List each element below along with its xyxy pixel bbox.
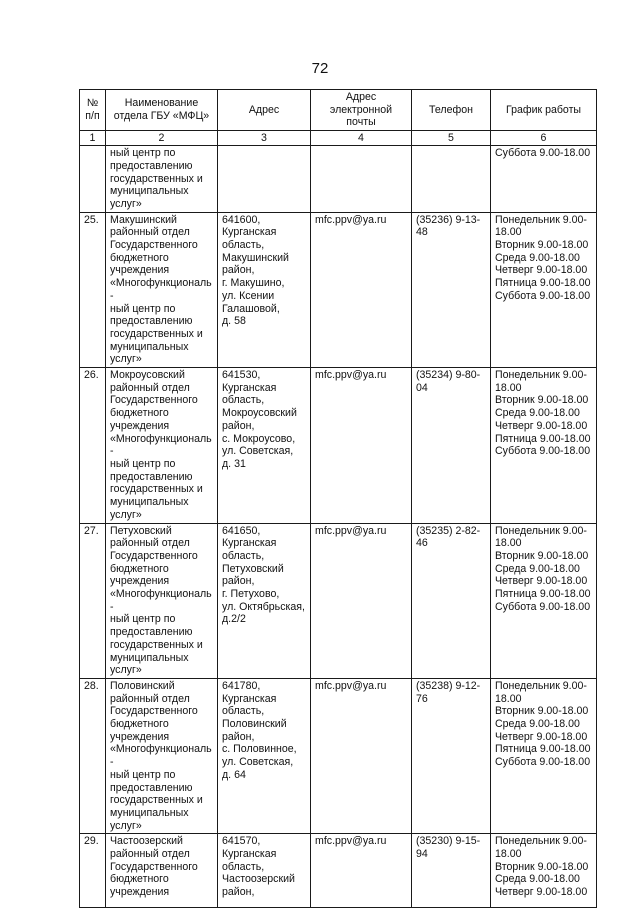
office-schedule: Понедельник 9.00- 18.00 Вторник 9.00-18.00 Среда 9.00-18.00 Четверг 9.00-18.00 — [491, 834, 597, 908]
office-name: Частоозерский районный отдел Государственного бюджетного учреждения — [106, 834, 218, 908]
header-row — [80, 90, 597, 131]
office-email: mfc.ppv@ya.ru — [311, 368, 412, 523]
page-number: 72 — [311, 60, 329, 77]
office-schedule: Понедельник 9.00- 18.00 Вторник 9.00-18.00 Среда 9.00-18.00 Четверг 9.00-18.00 Пятница 9.00-18.00 Суббота 9.00-18.00 — [491, 678, 597, 833]
office-phone: (35235) 2-82- 46 — [412, 523, 491, 678]
office-name: Половинский районный отдел Государственного бюджетного учреждения «Многофункциональ- ный центр по предоставлению государственных и муниципальных услуг» — [106, 678, 218, 833]
column-header: Наименование отдела ГБУ «МФЦ» — [106, 90, 218, 131]
office-email: mfc.ppv@ya.ru — [311, 678, 412, 833]
column-index: 6 — [491, 131, 597, 146]
office-address: 641530, Курганская область, Мокроусовский район, с. Мокроусово, ул. Советская, д. 31 — [218, 368, 311, 523]
office-schedule: Понедельник 9.00- 18.00 Вторник 9.00-18.00 Среда 9.00-18.00 Четверг 9.00-18.00 Пятница 9.00-18.00 Суббота 9.00-18.00 — [491, 523, 597, 678]
column-index: 5 — [412, 131, 491, 146]
table-row — [80, 678, 597, 833]
office-address: 641650, Курганская область, Петуховский район, г. Петухово, ул. Октябрьская, д.2/2 — [218, 523, 311, 678]
office-address: 641600, Курганская область, Макушинский район, г. Макушино, ул. Ксении Галашовой, д. 58 — [218, 212, 311, 367]
office-schedule: Суббота 9.00-18.00 — [491, 146, 597, 213]
office-schedule: Понедельник 9.00- 18.00 Вторник 9.00-18.00 Среда 9.00-18.00 Четверг 9.00-18.00 Пятница 9.00-18.00 Суббота 9.00-18.00 — [491, 212, 597, 367]
column-header: График работы — [491, 90, 597, 131]
column-index: 1 — [80, 131, 106, 146]
column-index: 3 — [218, 131, 311, 146]
office-email — [311, 146, 412, 213]
column-header: № п/п — [80, 90, 106, 131]
office-phone: (35230) 9-15- 94 — [412, 834, 491, 908]
office-phone — [412, 146, 491, 213]
office-name: Петуховский районный отдел Государственного бюджетного учреждения «Многофункциональ- ный центр по предоставлению государственных и муниципальных услуг» — [106, 523, 218, 678]
table-row — [80, 834, 597, 908]
row-number: 26. — [80, 368, 106, 523]
table-row — [80, 146, 597, 213]
row-number — [80, 146, 106, 213]
table-row — [80, 523, 597, 678]
office-name: ный центр по предоставлению государственных и муниципальных услуг» — [106, 146, 218, 213]
row-number: 29. — [80, 834, 106, 908]
column-header: Адрес — [218, 90, 311, 131]
office-name: Мокроусовский районный отдел Государственного бюджетного учреждения «Многофункциональ- ный центр по предоставлению государственных и муниципальных услуг» — [106, 368, 218, 523]
office-address: 641570, Курганская область, Частоозерский район, — [218, 834, 311, 908]
office-schedule: Понедельник 9.00- 18.00 Вторник 9.00-18.00 Среда 9.00-18.00 Четверг 9.00-18.00 Пятница 9.00-18.00 Суббота 9.00-18.00 — [491, 368, 597, 523]
column-index: 4 — [311, 131, 412, 146]
office-name: Макушинский районный отдел Государственного бюджетного учреждения «Многофункциональ- ный центр по предоставлению государственных и муниципальных услуг» — [106, 212, 218, 367]
office-email: mfc.ppv@ya.ru — [311, 212, 412, 367]
column-index-row — [80, 131, 597, 146]
office-phone: (35236) 9-13- 48 — [412, 212, 491, 367]
column-header: Телефон — [412, 90, 491, 131]
office-phone: (35238) 9-12- 76 — [412, 678, 491, 833]
column-index: 2 — [106, 131, 218, 146]
office-email: mfc.ppv@ya.ru — [311, 834, 412, 908]
table-row — [80, 368, 597, 523]
row-number: 25. — [80, 212, 106, 367]
table-row — [80, 212, 597, 367]
column-header: Адрес электронной почты — [311, 90, 412, 131]
office-phone: (35234) 9-80- 04 — [412, 368, 491, 523]
row-number: 27. — [80, 523, 106, 678]
office-address — [218, 146, 311, 213]
office-email: mfc.ppv@ya.ru — [311, 523, 412, 678]
office-address: 641780, Курганская область, Половинский район, с. Половинное, ул. Советская, д. 64 — [218, 678, 311, 833]
mfc-offices-table — [79, 89, 597, 908]
row-number: 28. — [80, 678, 106, 833]
